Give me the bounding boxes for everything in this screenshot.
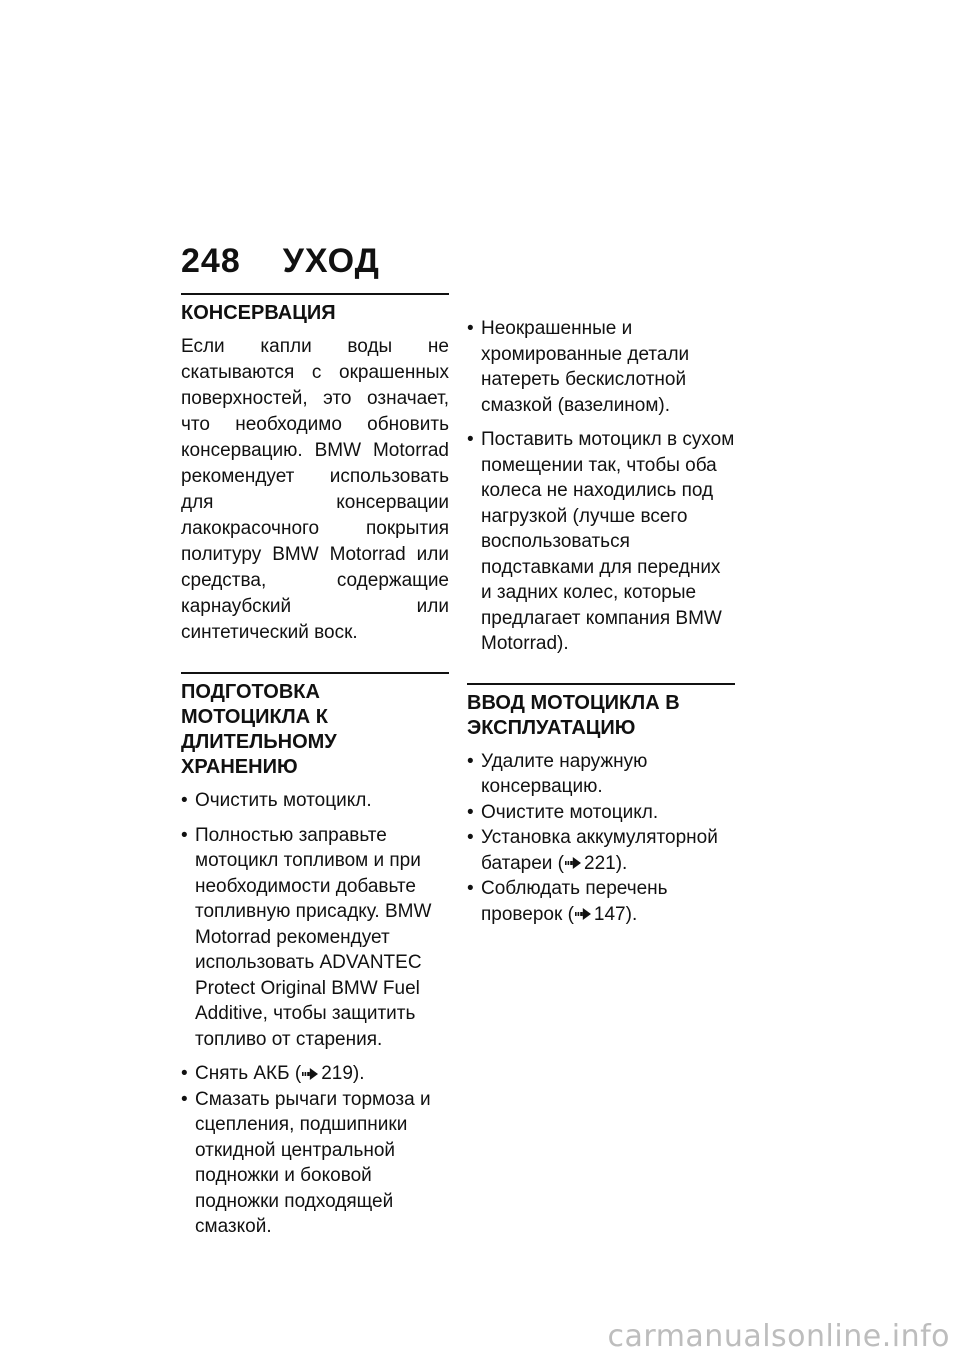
long-storage-list bbox=[181, 788, 449, 1240]
left-column bbox=[181, 293, 449, 1240]
list-item: • Поставить мотоцикл в сухом помещении так, чтобы оба колеса не находились под нагрузкой (лучше всего воспользоваться подставками для передних и задних колес, которые предлагает компания BMW Motorrad). bbox=[467, 429, 735, 654]
section-heading-recommission: ВВОД МОТОЦИКЛА В ЭКСПЛУАТАЦИЮ bbox=[467, 683, 735, 741]
list-item: • Полностью заправьте мотоцикл топливом и при необходимости добавьте топливную присадку. BMW Motorrad рекомендует использовать ADVANTEC Protect Original BMW Fuel Additive, чтобы защитить топливо от старения. bbox=[181, 824, 432, 1050]
section-heading-long-storage: ПОДГОТОВКА МОТОЦИКЛА К ДЛИТЕЛЬНОМУ ХРАНЕНИЮ bbox=[181, 672, 449, 780]
list-item: • Соблюдать перечень проверок ( 147). bbox=[467, 878, 668, 925]
chapter-title: УХОД bbox=[282, 242, 380, 280]
page-header bbox=[181, 242, 380, 281]
bullet-icon: • bbox=[467, 801, 474, 823]
watermark: carmanualsonline.info bbox=[607, 1319, 950, 1354]
bullet-icon: • bbox=[181, 790, 188, 811]
bullet-icon: • bbox=[181, 1088, 188, 1110]
bullet-icon: • bbox=[467, 878, 474, 899]
recommission-list bbox=[467, 749, 735, 928]
page-number: 248 bbox=[181, 242, 241, 280]
page-reference-arrow-icon bbox=[575, 908, 591, 920]
section-heading-conservation: КОНСЕРВАЦИЯ bbox=[181, 293, 449, 326]
list-item: • Установка аккумуляторной батареи ( 221). bbox=[467, 827, 718, 874]
page-reference-link[interactable]: 219 bbox=[321, 1063, 353, 1084]
list-item: • Смазать рычаги тормоза и сцепления, подшипники откидной центральной подножки и боковой подножки подходящей смазкой. bbox=[181, 1088, 431, 1237]
list-item: • Очистить мотоцикл. bbox=[181, 788, 449, 814]
bullet-icon: • bbox=[181, 1063, 188, 1084]
bullet-icon: • bbox=[467, 750, 474, 772]
page-reference-link[interactable]: 221 bbox=[584, 852, 616, 874]
page-reference-arrow-icon bbox=[565, 857, 581, 869]
page-reference-link[interactable]: 147 bbox=[593, 903, 626, 925]
page-reference-arrow-icon bbox=[302, 1068, 318, 1080]
bullet-icon: • bbox=[467, 827, 474, 848]
conservation-paragraph: Если капли воды не скатываются с окрашенных поверхностей, это означает, что необходимо обновить консервацию. BMW Motorrad рекомендует использовать для консервации лакокрасочного покрытия политуру BMW Motorrad или средства, содержащие карнаубский или синтетический воск. bbox=[181, 336, 449, 643]
right-column bbox=[467, 293, 735, 927]
bullet-icon: • bbox=[467, 429, 474, 450]
list-item: • Неокрашенные и хромированные детали натереть бескислотной смазкой (вазелином). bbox=[467, 318, 690, 416]
bullet-icon: • bbox=[181, 824, 188, 846]
bullet-icon: • bbox=[467, 318, 474, 339]
long-storage-list-continued bbox=[467, 316, 735, 657]
list-item: • Очистите мотоцикл. bbox=[467, 800, 735, 826]
list-item: • Удалите наружную консервацию. bbox=[467, 750, 648, 797]
list-item: • Снять АКБ ( 219). bbox=[181, 1061, 449, 1087]
